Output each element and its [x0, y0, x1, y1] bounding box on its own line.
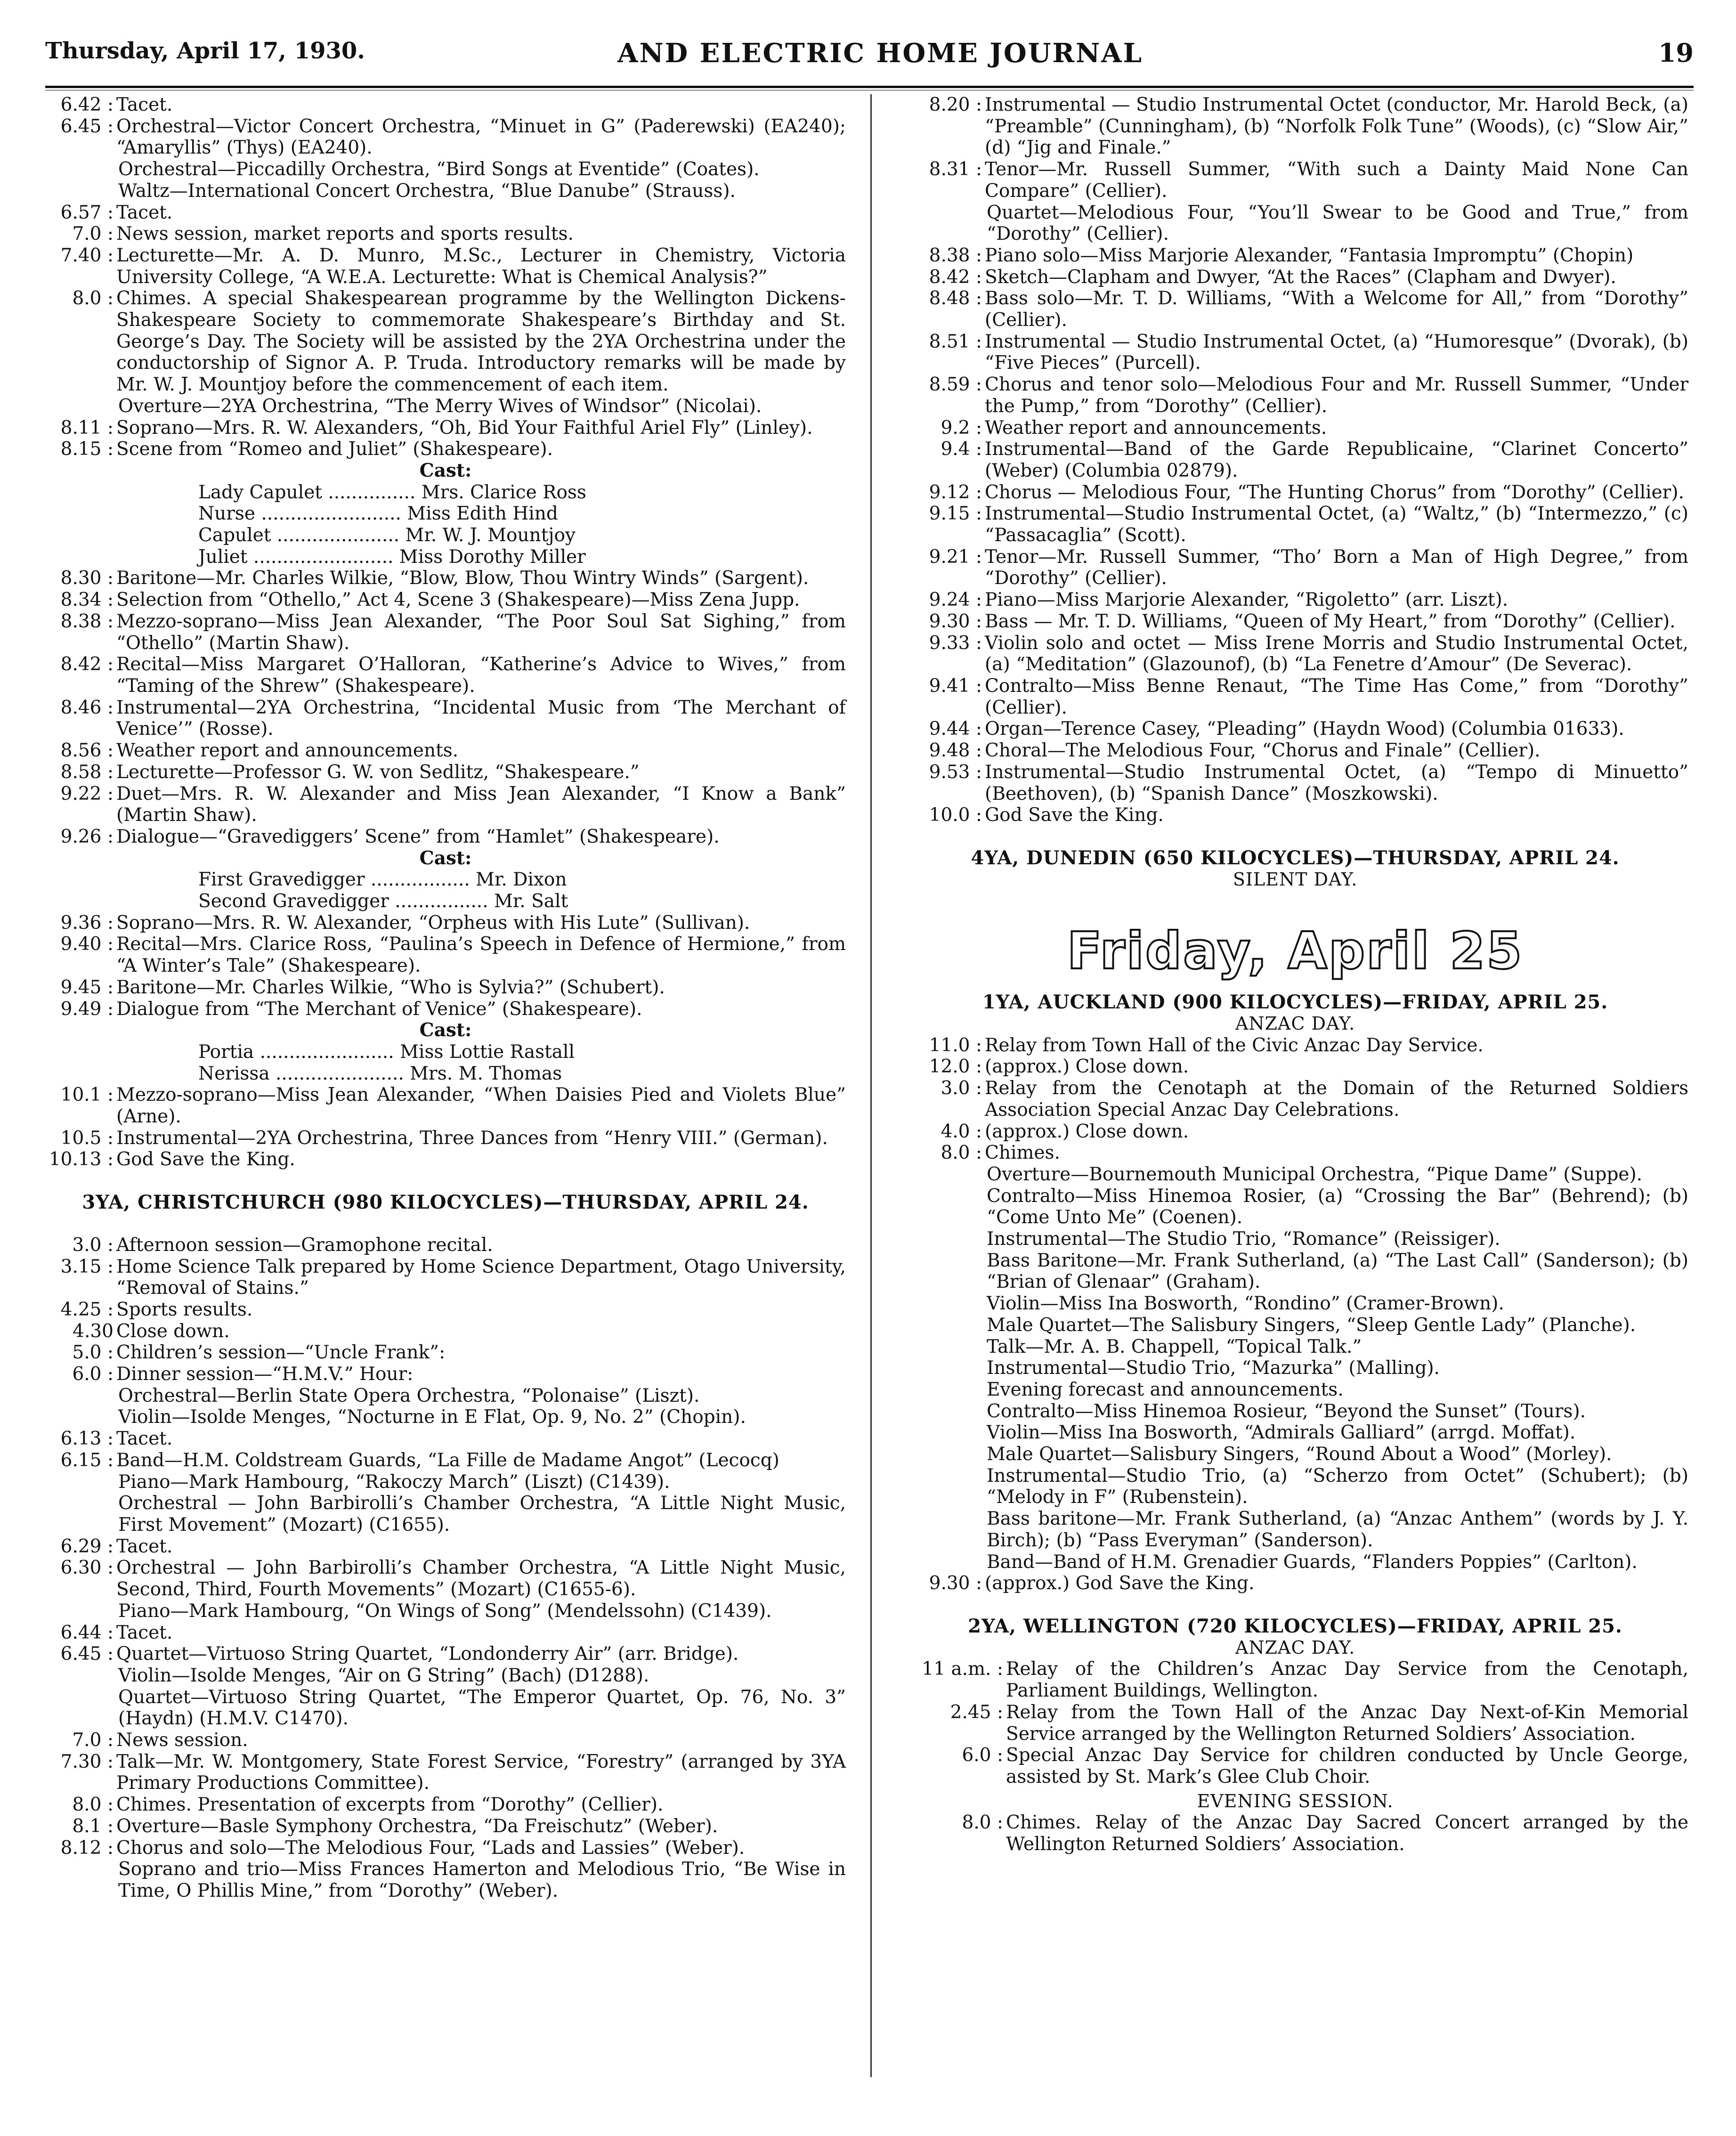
entry-text: Instrumental—2YA Orchestrina, “Incidental Music from ‘The Merchant of Venice’” (Rosse).: [116, 697, 846, 740]
entry-time: 8.0 :: [72, 1794, 114, 1816]
entry-time: 9.15 :: [929, 503, 982, 525]
programme-entry: [902, 589, 1688, 611]
entry-text: Lecturette—Mr. A. D. Munro, M.Sc., Lecturer in Chemistry, Victoria University College, “A W.E.A. Lecturette: What is Chemical Analysis?”: [116, 244, 846, 288]
entry-time: 6.44 :: [60, 1622, 114, 1643]
entry-time: 8.1 :: [72, 1815, 114, 1837]
programme-entry: [902, 1121, 1688, 1143]
station-heading: 2YA, WELLINGTON (720 KILOCYCLES)—FRIDAY, APRIL 25.: [968, 1615, 1622, 1637]
cast-label: Cast:: [419, 1019, 472, 1041]
entry-text: (approx.) Close down.: [985, 1056, 1189, 1078]
entry-text: Chorus and solo—The Melodious Four, “Lads and Lassies” (Weber).: [116, 1837, 745, 1859]
entry-text: Relay from Town Hall of the Civic Anzac Day Service.: [985, 1034, 1484, 1056]
entry-text: Piano—Mark Hambourg, “Rakoczy March” (Liszt) (C1439).: [118, 1471, 670, 1493]
entry-time: 6.42 :: [60, 94, 114, 115]
entry-time: 9.21 :: [929, 546, 982, 568]
programme-entry: [902, 1056, 1688, 1078]
programme-entry: [45, 1084, 846, 1127]
entry-text: Orchestral — John Barbirolli’s Chamber Orchestra, “A Little Night Music, First Movement” (Mozart) (C1655).: [118, 1493, 846, 1535]
programme-block: [902, 1812, 1688, 1855]
programme-entry: [45, 417, 846, 439]
entry-time: 8.42 :: [929, 266, 982, 288]
entry-text: Violin—Isolde Menges, “Nocturne in E Flat, Op. 9, No. 2” (Chopin).: [118, 1406, 746, 1428]
entry-text: Lecturette—Professor G. W. von Sedlitz, “Shakespeare.”: [116, 761, 640, 783]
entry-time: 8.30 :: [60, 568, 114, 589]
entry-text: Bass — Mr. T. D. Williams, “Queen of My Heart,” from “Dorothy” (Cellier).: [985, 610, 1676, 632]
entry-time: 8.38 :: [929, 244, 982, 266]
entry-time: 10.1 :: [60, 1084, 114, 1106]
entry-time: 6.57 :: [60, 202, 114, 223]
station-subheading: ANZAC DAY.: [1235, 1013, 1355, 1034]
entry-time: 9.30 :: [929, 1573, 982, 1594]
programme-entry: [45, 762, 846, 783]
entry-time: 9.30 :: [929, 610, 982, 632]
cast-member: Lady Capulet ............... Mrs. Clarice Ross: [198, 481, 586, 503]
programme-entry: [45, 1364, 846, 1385]
entry-time: 11 a.m. :: [922, 1658, 1003, 1680]
entry-text: Tenor—Mr. Russell Summer, “With such a Dainty Maid None Can Compare” (Cellier).: [985, 159, 1688, 202]
entry-time: 4.25 :: [60, 1299, 114, 1320]
entry-time: 8.0 :: [941, 1142, 982, 1164]
entry-text: Dinner session—“H.M.V.” Hour:: [116, 1364, 414, 1385]
entry-time: 6.45 :: [60, 1643, 114, 1665]
entry-text: Piano solo—Miss Marjorie Alexander, “Fantasia Impromptu” (Chopin): [985, 244, 1634, 266]
entry-text: Recital—Miss Margaret O’Halloran, “Katherine’s Advice to Wives,” from “Taming of the Shrew” (Shakespeare).: [116, 654, 846, 697]
station-heading: 4YA, DUNEDIN (650 KILOCYCLES)—THURSDAY, APRIL 24.: [971, 846, 1620, 869]
entry-text: (approx.) Close down.: [985, 1121, 1189, 1142]
entry-text: Tacet.: [116, 94, 173, 115]
entry-time: 9.36 :: [60, 912, 114, 934]
entry-time: 8.0 :: [962, 1812, 1003, 1834]
entry-text: Chorus and tenor solo—Melodious Four and Mr. Russell Summer, “Under the Pump,” from “Dorothy” (Cellier).: [985, 374, 1688, 417]
programme-entry: [45, 1299, 846, 1321]
right-column: [902, 94, 1688, 1855]
entry-text: Weather report and announcements.: [985, 417, 1327, 439]
programme-block: [45, 94, 846, 460]
programme-entry: [902, 804, 1688, 826]
entry-text: Organ—Terence Casey, “Pleading” (Haydn Wood) (Columbia 01633).: [985, 718, 1624, 740]
entry-time: 9.24 :: [929, 589, 982, 611]
entry-text: Tacet.: [116, 1535, 173, 1557]
entry-text: Close down.: [116, 1320, 230, 1342]
entry-text: Bass baritone—Mr. Frank Sutherland, (a) “Anzac Anthem” (words by J. Y. Birch); (b) “Pass Everyman” (Sanderson).: [987, 1508, 1688, 1551]
entry-time: 8.12 :: [60, 1837, 114, 1859]
programme-entry: [902, 546, 1688, 589]
programme-entry: [45, 1751, 846, 1794]
programme-entry: [902, 1573, 1688, 1594]
programme-entry: [45, 223, 846, 245]
page-number: 19: [1658, 38, 1694, 68]
entry-time: 9.49 :: [60, 998, 114, 1020]
programme-block: [45, 568, 846, 847]
entry-time: 6.29 :: [60, 1535, 114, 1557]
programme-entry: [45, 94, 846, 116]
entry-time: 3.0 :: [72, 1234, 114, 1256]
programme-entry: [902, 1745, 1688, 1787]
entry-text: News session, market reports and sports results.: [116, 223, 574, 245]
entry-time: 2.45 :: [950, 1701, 1003, 1723]
entry-text: Instrumental — Studio Instrumental Octet, (a) “Humoresque” (Dvorak), (b) “Five Pieces” (Purcell).: [985, 331, 1688, 374]
entry-time: 9.40 :: [60, 934, 114, 955]
entry-text: Quartet—Virtuoso String Quartet, “Londonderry Air” (arr. Bridge).: [116, 1643, 739, 1665]
journal-title: AND ELECTRIC HOME JOURNAL: [617, 38, 1144, 69]
entry-text: Scene from “Romeo and Juliet” (Shakespeare).: [116, 439, 553, 460]
entry-text: Contralto—Miss Benne Renaut, “The Time Has Come,” from “Dorothy” (Cellier).: [985, 675, 1688, 718]
programme-entry: [45, 116, 846, 159]
column-divider: [870, 94, 872, 2077]
entry-text: Children’s session—“Uncle Frank”:: [116, 1342, 446, 1364]
entry-time: 6.13 :: [60, 1428, 114, 1450]
cast-list: [45, 482, 846, 568]
entry-text: (approx.) God Save the King.: [985, 1573, 1255, 1594]
programme-entry: [45, 912, 846, 934]
entry-time: 6.15 :: [60, 1449, 114, 1471]
entry-text: Orchestral—Victor Concert Orchestra, “Minuet in G” (Paderewski) (EA240); “Amaryllis” (Thys) (EA240).: [116, 115, 846, 159]
entry-time: 8.51 :: [929, 331, 982, 352]
entry-time: 6.0 :: [72, 1364, 114, 1385]
entry-text: Tacet.: [116, 1428, 173, 1450]
entry-text: Dialogue from “The Merchant of Venice” (Shakespeare).: [116, 998, 642, 1020]
entry-text: Quartet—Melodious Four, “You’ll Swear to be Good and True,” from “Dorothy” (Cellier).: [987, 202, 1688, 245]
entry-time: 9.2 :: [941, 417, 982, 439]
entry-text: Relay from the Cenotaph at the Domain of the Returned Soldiers Association Special Anzac Day Celebrations.: [985, 1078, 1688, 1121]
station-subheading: SILENT DAY.: [1233, 869, 1358, 890]
entry-text: Chimes.: [985, 1142, 1060, 1164]
entry-text: Sports results.: [116, 1299, 253, 1320]
entry-time: 8.59 :: [929, 374, 982, 396]
cast-member: Capulet ..................... Mr. W. J. Mountjoy: [198, 525, 576, 546]
entry-time: 9.45 :: [60, 976, 114, 998]
programme-entry: [45, 589, 846, 611]
programme-entry: [45, 1342, 846, 1364]
entry-time: 8.42 :: [60, 654, 114, 675]
programme-entry: [902, 1035, 1688, 1056]
entry-time: 6.0 :: [962, 1745, 1003, 1766]
entry-text: Evening forecast and announcements.: [987, 1379, 1344, 1400]
entry-text: Mezzo-soprano—Miss Jean Alexander, “The Poor Soul Sat Sighing,” from “Othello” (Martin Shaw).: [116, 610, 846, 654]
entry-time: 8.31 :: [929, 159, 982, 180]
entry-text: Piano—Miss Marjorie Alexander, “Rigoletto” (arr. Liszt).: [985, 589, 1509, 611]
entry-time: 8.0 :: [72, 288, 114, 309]
entry-text: Special Anzac Day Service for children conducted by Uncle George, assisted by St. Mark’s Glee Club Choir.: [1006, 1745, 1688, 1787]
programme-entry: [45, 740, 846, 762]
entry-text: Orchestral—Piccadilly Orchestra, “Bird Songs at Eventide” (Coates).: [118, 159, 760, 180]
entry-text: Waltz—International Concert Orchestra, “Blue Danube” (Strauss).: [118, 180, 736, 202]
programme-entry: [45, 1730, 846, 1751]
station-heading: 1YA, AUCKLAND (900 KILOCYCLES)—FRIDAY, APRIL 25.: [982, 991, 1608, 1014]
entry-text: Chimes. Presentation of excerpts from “Dorothy” (Cellier).: [116, 1794, 664, 1816]
programme-entry: [45, 1622, 846, 1644]
programme-entry: [902, 288, 1688, 331]
programme-entry: [902, 633, 1688, 675]
programme-entry: [45, 999, 846, 1020]
entry-time: 9.44 :: [929, 718, 982, 740]
programme-entry: [45, 1837, 846, 1859]
entry-text: Chimes. A special Shakespearean programme by the Wellington Dickens-Shakespeare Society to commemorate Shakespeare’s Birthday and St. George’s Day. The Society will be assisted by the 2YA Orchestrina under the conductorship of Signor A. P. Truda. Introductory remarks will be made by Mr. W. J. Mountjoy before the commencement of each item.: [116, 288, 846, 396]
entry-time: 8.48 :: [929, 288, 982, 309]
entry-text: Violin—Isolde Menges, “Air on G String” (Bach) (D1288).: [118, 1665, 649, 1686]
entry-time: 8.56 :: [60, 740, 114, 762]
entry-text: Baritone—Mr. Charles Wilkie, “Blow, Blow, Thou Wintry Winds” (Sargent).: [116, 568, 809, 589]
entry-text: Duet—Mrs. R. W. Alexander and Miss Jean Alexander, “I Know a Bank” (Martin Shaw).: [116, 783, 846, 826]
programme-entry: [902, 611, 1688, 633]
programme-block: [45, 1234, 846, 1902]
entry-time: 5.0 :: [72, 1342, 114, 1364]
entry-text: Piano—Mark Hambourg, “On Wings of Song” (Mendelssohn) (C1439).: [118, 1600, 772, 1622]
station-subheading: ANZAC DAY.: [1235, 1637, 1355, 1658]
entry-text: Chorus — Melodious Four, “The Hunting Chorus” from “Dorothy” (Cellier).: [985, 481, 1684, 503]
cast-member: Nurse ........................ Miss Edith Hind: [198, 503, 558, 525]
entry-time: 7.0 :: [72, 223, 114, 245]
entry-time: 8.38 :: [60, 610, 114, 632]
entry-text: God Save the King.: [985, 804, 1164, 826]
entry-text: Tacet.: [116, 1622, 173, 1643]
entry-text: Tenor—Mr. Russell Summer, “Tho’ Born a Man of High Degree,” from “Dorothy” (Cellier).: [985, 546, 1688, 589]
programme-entry: [902, 482, 1688, 504]
entry-text: Talk—Mr. W. Montgomery, State Forest Service, “Forestry” (arranged by 3YA Primary Productions Committee).: [116, 1751, 846, 1794]
entry-text: Instrumental—Band of the Garde Republicaine, “Clarinet Concerto” (Weber) (Columbia 02879).: [985, 439, 1688, 481]
programme-entry: [45, 1256, 846, 1299]
programme-entry: [902, 159, 1688, 202]
entry-text: Choral—The Melodious Four, “Chorus and Finale” (Cellier).: [985, 740, 1541, 762]
entry-text: Relay from the Town Hall of the Anzac Day Next-of-Kin Memorial Service arranged by the Wellington Returned Soldiers’ Association.: [1006, 1701, 1688, 1745]
entry-time: 12.0 :: [929, 1056, 982, 1078]
entry-text: Band—Band of H.M. Grenadier Guards, “Flanders Poppies” (Carlton).: [987, 1551, 1638, 1573]
programme-entry: [45, 783, 846, 826]
entry-text: Bass solo—Mr. T. D. Williams, “With a Welcome for All,” from “Dorothy” (Cellier).: [985, 288, 1688, 331]
programme-entry: [45, 1321, 846, 1342]
programme-block: [902, 1035, 1688, 1594]
entry-time: 6.30 :: [60, 1557, 114, 1579]
programme-entry: [45, 288, 846, 396]
programme-block: [902, 94, 1688, 826]
entry-time: 9.33 :: [929, 632, 982, 654]
entry-time: 8.20 :: [929, 94, 982, 115]
entry-text: Quartet—Virtuoso String Quartet, “The Emperor Quartet, Op. 76, No. 3” (Haydn) (H.M.V. C1470).: [118, 1686, 846, 1730]
programme-entry: [45, 611, 846, 654]
programme-entry: [902, 1142, 1688, 1164]
entry-time: 10.5 :: [60, 1127, 114, 1149]
programme-entry: [902, 267, 1688, 288]
entry-text: God Save the King.: [116, 1149, 295, 1170]
entry-time: 9.53 :: [929, 761, 982, 783]
cast-member: First Gravedigger ................. Mr. Dixon: [198, 869, 567, 891]
cast-label: Cast:: [419, 847, 472, 869]
cast-label: Cast:: [419, 459, 472, 481]
entry-text: Contralto—Miss Hinemoa Rosieur, “Beyond the Sunset” (Tours).: [987, 1400, 1586, 1422]
entry-text: Overture—2YA Orchestrina, “The Merry Wives of Windsor” (Nicolai).: [118, 395, 762, 417]
entry-time: 8.11 :: [60, 417, 114, 439]
entry-text: Instrumental—Studio Trio, (a) “Scherzo from Octet” (Schubert); (b) “Melody in F” (Rubenstein).: [987, 1465, 1688, 1508]
entry-text: Contralto—Miss Hinemoa Rosier, (a) “Crossing the Bar” (Behrend); (b) “Come Unto Me” (Coenen).: [987, 1185, 1688, 1228]
programme-entry: [902, 1658, 1688, 1701]
programme-entry: [45, 1536, 846, 1558]
programme-entry: [45, 1428, 846, 1450]
entry-text: Instrumental—Studio Instrumental Octet, (a) “Waltz,” (b) “Intermezzo,” (c) “Passacaglia” (Scott).: [985, 503, 1688, 546]
entry-time: 9.12 :: [929, 481, 982, 503]
entry-time: 10.0 :: [929, 804, 982, 826]
programme-entry: [902, 503, 1688, 546]
programme-entry: [902, 374, 1688, 417]
entry-text: Overture—Bournemouth Municipal Orchestra, “Pique Dame” (Suppe).: [987, 1163, 1642, 1185]
entry-text: Sketch—Clapham and Dwyer, “At the Races” (Clapham and Dwyer).: [985, 266, 1616, 288]
programme-entry: [45, 1234, 846, 1256]
entry-time: 9.26 :: [60, 826, 114, 847]
left-column: [45, 94, 846, 1902]
programme-entry: [45, 697, 846, 740]
session-heading: EVENING SESSION.: [1197, 1790, 1394, 1811]
programme-block: [45, 1084, 846, 1170]
programme-entry: [45, 1643, 846, 1665]
entry-text: Orchestral — John Barbirolli’s Chamber Orchestra, “A Little Night Music, Second, Third, Fourth Movements” (Mozart) (C1655-6).: [116, 1557, 846, 1600]
entry-text: Afternoon session—Gramophone recital.: [116, 1234, 493, 1256]
programme-entry: [45, 826, 846, 848]
entry-time: 7.40 :: [60, 244, 114, 266]
programme-entry: [902, 417, 1688, 439]
programme-entry: [902, 1702, 1688, 1745]
cast-member: Juliet ........................ Miss Dorothy Miller: [198, 546, 586, 568]
entry-text: Bass Baritone—Mr. Frank Sutherland, (a) “The Last Call” (Sanderson); (b) “Brian of Glenaar” (Graham).: [987, 1250, 1688, 1293]
programme-entry: [902, 331, 1688, 374]
programme-block: [902, 1658, 1688, 1787]
entry-time: 9.41 :: [929, 675, 982, 697]
entry-text: Tacet.: [116, 202, 173, 223]
programme-entry: [902, 439, 1688, 481]
entry-text: Overture—Basle Symphony Orchestra, “Da Freischutz” (Weber).: [116, 1815, 718, 1837]
entry-time: 8.58 :: [60, 761, 114, 783]
programme-entry: [45, 568, 846, 589]
entry-text: Soprano and trio—Miss Frances Hamerton and Melodious Trio, “Be Wise in Time, O Phillis Mine,” from “Dorothy” (Weber).: [118, 1859, 846, 1901]
entry-text: Weather report and announcements.: [116, 740, 459, 762]
entry-time: 9.4 :: [941, 439, 982, 460]
programme-entry: [902, 245, 1688, 267]
entry-text: Selection from “Othello,” Act 4, Scene 3 (Shakespeare)—Miss Zena Jupp.: [116, 589, 800, 611]
programme-entry: [45, 934, 846, 976]
entry-text: Soprano—Mrs. R. W. Alexander, “Orpheus with His Lute” (Sullivan).: [116, 912, 750, 934]
entry-time: 7.30 :: [60, 1751, 114, 1772]
programme-block: [45, 912, 846, 1020]
programme-entry: [45, 1128, 846, 1149]
programme-entry: [902, 718, 1688, 740]
entry-text: Band—H.M. Coldstream Guards, “La Fille de Madame Angot” (Lecocq): [116, 1449, 779, 1471]
entry-text: Relay of the Children’s Anzac Day Service from the Cenotaph, Parliament Buildings, Wellington.: [1006, 1658, 1688, 1702]
cast-member: Second Gravedigger ................ Mr. Salt: [198, 891, 568, 912]
entry-text: News session.: [116, 1730, 248, 1751]
entry-text: Violin—Miss Ina Bosworth, “Admirals Galliard” (arrgd. Moffat).: [987, 1422, 1576, 1444]
entry-text: Male Quartet—The Salisbury Singers, “Sleep Gentle Lady” (Planche).: [987, 1314, 1636, 1336]
entry-time: 4.30: [73, 1320, 114, 1342]
entry-text: Male Quartet—Salisbury Singers, “Round About a Wood” (Morley).: [987, 1444, 1612, 1465]
programme-entry: [45, 245, 846, 288]
cast-member: Portia ....................... Miss Lottie Rastall: [198, 1041, 575, 1063]
entry-text: Orchestral—Berlin State Opera Orchestra, “Polonaise” (Liszt).: [118, 1385, 700, 1406]
entry-text: Instrumental—2YA Orchestrina, Three Dances from “Henry VIII.” (German).: [116, 1127, 828, 1149]
entry-time: 9.48 :: [929, 740, 982, 762]
entry-text: Mezzo-soprano—Miss Jean Alexander, “When Daisies Pied and Violets Blue” (Arne).: [116, 1084, 846, 1128]
entry-text: Recital—Mrs. Clarice Ross, “Paulina’s Speech in Defence of Hermione,” from “A Winter’s Tale” (Shakespeare).: [116, 934, 846, 977]
programme-entry: [45, 1816, 846, 1837]
programme-entry: [902, 1812, 1688, 1855]
programme-entry: [45, 1794, 846, 1816]
entry-text: Talk—Mr. A. B. Chappell, “Topical Talk.”: [987, 1336, 1362, 1357]
programme-entry: [45, 977, 846, 999]
entry-text: Soprano—Mrs. R. W. Alexanders, “Oh, Bid Your Faithful Ariel Fly” (Linley).: [116, 417, 813, 439]
issue-date: Thursday, April 17, 1930.: [45, 38, 365, 64]
programme-entry: [902, 1078, 1688, 1121]
entry-text: Dialogue—“Gravediggers’ Scene” from “Hamlet” (Shakespeare).: [116, 826, 720, 847]
programme-entry: [45, 1557, 846, 1600]
entry-text: Violin solo and octet — Miss Irene Morris and Studio Instrumental Octet, (a) “Meditation” (Glazounof), (b) “La Fenetre d’Amour” (De Severac).: [985, 632, 1688, 675]
entry-time: 11.0 :: [929, 1034, 982, 1056]
header-rule: [45, 86, 1694, 88]
entry-time: 8.15 :: [60, 439, 114, 460]
cast-member: Nerissa ...................... Mrs. M. Thomas: [198, 1063, 562, 1084]
entry-text: Violin—Miss Ina Bosworth, “Rondino” (Cramer-Brown).: [987, 1293, 1504, 1315]
entry-time: 8.34 :: [60, 589, 114, 611]
programme-entry: [45, 439, 846, 460]
programme-entry: [902, 762, 1688, 804]
entry-text: Home Science Talk prepared by Home Science Department, Otago University, “Removal of Stains.”: [116, 1256, 846, 1299]
entry-text: Baritone—Mr. Charles Wilkie, “Who is Sylvia?” (Schubert).: [116, 976, 665, 998]
entry-text: Instrumental — Studio Instrumental Octet (conductor, Mr. Harold Beck, (a) “Preamble” (Cunningham), (b) “Norfolk Folk Tune” (Woods), (c) “Slow Air,” (d) “Jig and Finale.”: [985, 94, 1688, 159]
entry-text: Chimes. Relay of the Anzac Day Sacred Concert arranged by the Wellington Returned Soldiers’ Association.: [1006, 1812, 1688, 1855]
programme-entry: [45, 1149, 846, 1170]
programme-entry: [45, 202, 846, 224]
entry-time: 8.46 :: [60, 697, 114, 718]
station-heading: 3YA, CHRISTCHURCH (980 KILOCYCLES)—THURSDAY, APRIL 24.: [82, 1191, 809, 1214]
entry-time: 9.22 :: [60, 783, 114, 804]
programme-entry: [902, 94, 1688, 159]
entry-time: 3.0 :: [941, 1078, 982, 1099]
entry-time: 4.0 :: [941, 1121, 982, 1142]
cast-list: [45, 1041, 846, 1084]
programme-entry: [45, 654, 846, 697]
entry-time: 7.0 :: [72, 1730, 114, 1751]
day-title: Friday, April 25: [1067, 922, 1524, 981]
entry-time: 10.13 :: [49, 1149, 114, 1170]
programme-entry: [902, 740, 1688, 762]
programme-entry: [45, 1450, 846, 1471]
entry-text: Instrumental—The Studio Trio, “Romance” (Reissiger).: [987, 1228, 1501, 1250]
entry-time: 6.45 :: [60, 115, 114, 137]
cast-list: [45, 869, 846, 912]
entry-text: Instrumental—Studio Trio, “Mazurka” (Malling).: [987, 1357, 1440, 1379]
entry-time: 3.15 :: [60, 1256, 114, 1277]
programme-entry: [902, 675, 1688, 718]
entry-text: Instrumental—Studio Instrumental Octet, (a) “Tempo di Minuetto” (Beethoven), (b) “Spanish Dance” (Moszkowski).: [985, 761, 1688, 804]
